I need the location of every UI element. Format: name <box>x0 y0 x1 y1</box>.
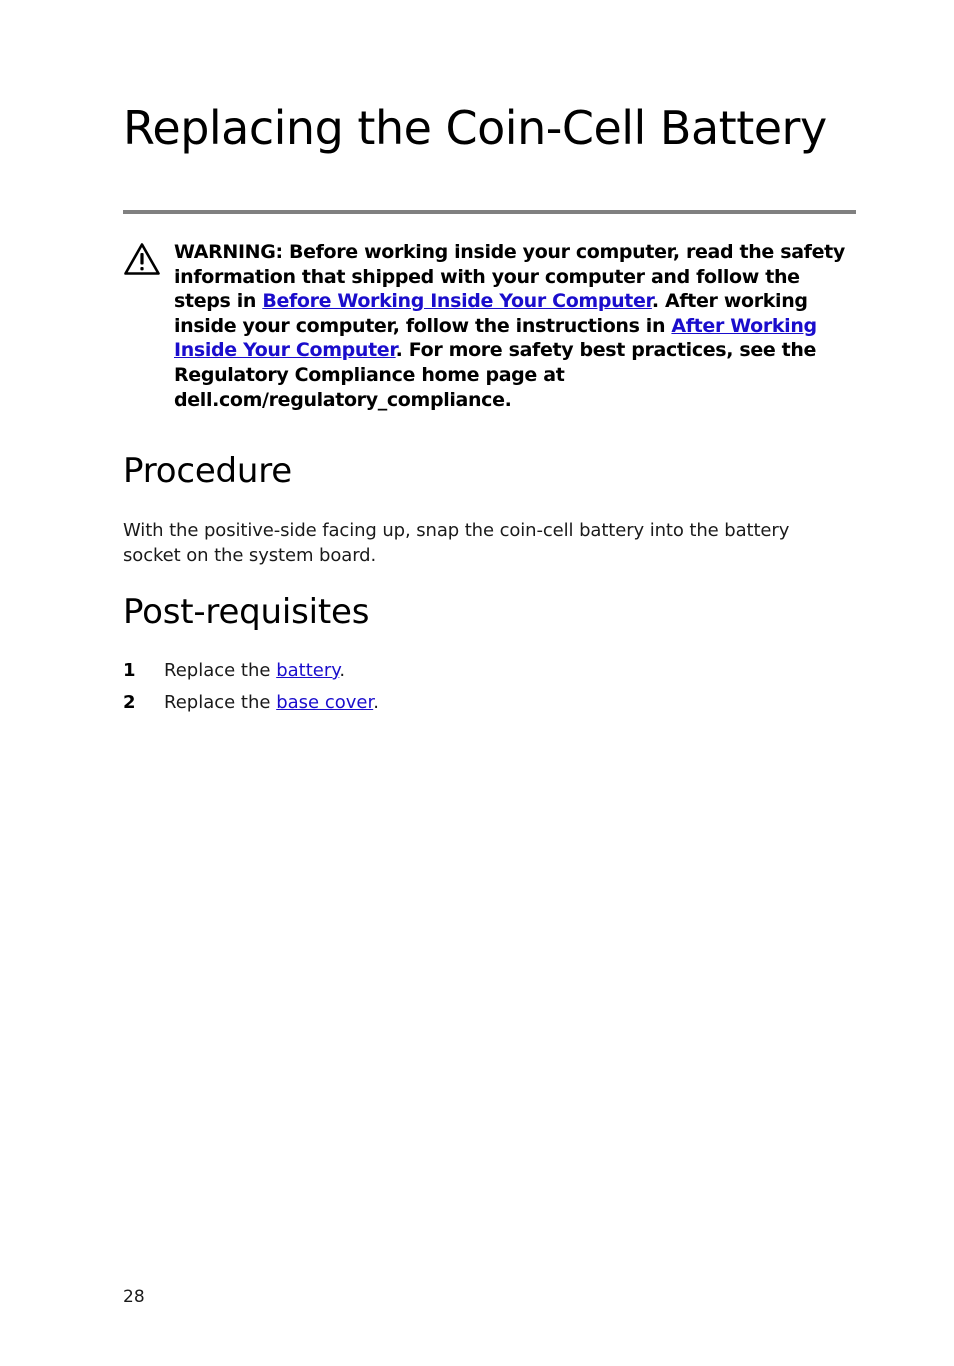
step-prefix: Replace the <box>164 660 277 681</box>
step-text <box>164 690 379 716</box>
after-working-link[interactable]: After Working Inside Your Computer <box>174 314 817 362</box>
battery-link[interactable]: battery <box>276 660 340 681</box>
warning-triangle-icon <box>123 242 161 276</box>
procedure-heading: Procedure <box>123 451 293 491</box>
before-working-link[interactable]: Before Working Inside Your Computer <box>262 290 652 313</box>
post-requisites-heading: Post-requisites <box>123 592 370 632</box>
warning-text-part3: . For more safety best practices, see the Regulatory Compliance home page at dell.com/regulatory_compliance. <box>174 339 817 411</box>
warning-notice <box>174 240 854 412</box>
page-number: 28 <box>123 1287 145 1307</box>
title-divider <box>123 210 856 214</box>
procedure-text: With the positive-side facing up, snap the coin-cell battery into the battery socket on the system board. <box>123 520 790 566</box>
warning-text-part1: WARNING: Before working inside your computer, read the safety information that shipped with your computer and follow the steps in <box>174 241 845 313</box>
step-suffix: . <box>339 660 346 681</box>
warning-text-part2: . After working inside your computer, follow the instructions in <box>174 290 808 337</box>
step-suffix: . <box>373 692 379 713</box>
step-number: 2 <box>123 692 136 713</box>
step-text <box>164 658 345 684</box>
step-prefix: Replace the <box>164 692 277 713</box>
base-cover-link[interactable]: base cover <box>276 692 374 713</box>
page-title: Replacing the Coin-Cell Battery <box>123 101 827 155</box>
step-number: 1 <box>123 660 136 681</box>
